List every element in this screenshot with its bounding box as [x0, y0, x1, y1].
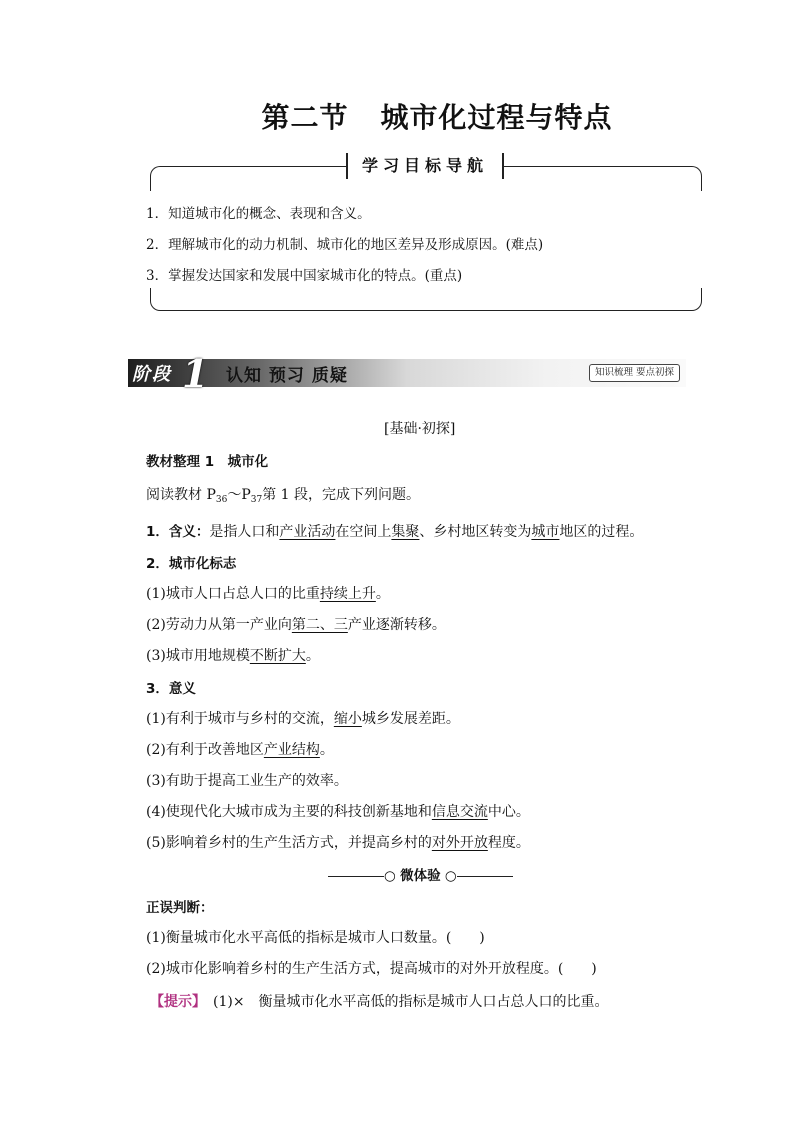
stage-banner: [128, 351, 686, 396]
section-number: 第二节: [261, 101, 349, 134]
objective-item: 2．理解城市化的动力机制、城市化的地区差异及形成原因。(难点): [146, 237, 544, 253]
significance-item: (2)有利于改善地区产业结构。: [146, 742, 334, 758]
definition-line: 1．含义：是指人口和产业活动在空间上集聚、乡村地区转变为城市地区的过程。: [146, 524, 644, 540]
significance-item: (4)使现代化大城市成为主要的科技创新基地和信息交流中心。: [146, 804, 530, 820]
section-title: 城市化过程与特点: [380, 101, 613, 134]
stage-number: 1: [182, 351, 209, 396]
reading-instruction: 阅读教材 $P_{36}\sim P_{37}$第 1 段，完成下列问题。: [146, 487, 421, 505]
stage-title: 认知 预习 质疑: [226, 366, 348, 386]
judge-question: (2)城市化影响着乡村的生产生活方式，提高城市的对外开放程度。( ): [146, 961, 597, 977]
significance-item: (3)有助于提高工业生产的效率。: [146, 773, 348, 789]
material-title: 教材整理 1 城市化: [146, 454, 269, 470]
sign-item: (1)城市人口占总人口的比重持续上升。: [146, 586, 390, 602]
signs-heading: 2．城市化标志: [146, 556, 237, 572]
hint-label: 【提示】: [150, 994, 199, 1010]
hint-line: 【提示】 (1)× 衡量城市化水平高低的指标是城市人口占总人口的比重。: [150, 994, 609, 1010]
significance-heading: 3．意义: [146, 681, 196, 697]
significance-item: (5)影响着乡村的生产生活方式，并提高乡村的对外开放程度。: [146, 835, 530, 851]
divider-rule-left: [328, 876, 384, 877]
stage-tag: 知识梳理 要点初探: [589, 364, 680, 382]
objectives-list: [146, 203, 706, 296]
objective-item: 3．掌握发达国家和发展中国家城市化的特点。(重点): [146, 268, 463, 284]
judge-heading: 正误判断：: [146, 900, 214, 916]
judge-question: (1)衡量城市化水平高低的指标是城市人口数量。( ): [146, 930, 485, 946]
divider-rule-right: [457, 876, 513, 877]
stage-label: 阶段: [132, 364, 172, 385]
sign-item: (3)城市用地规模不断扩大。: [146, 648, 320, 664]
objective-item: 1．知道城市化的概念、表现和含义。: [146, 206, 371, 222]
page-title: [0, 96, 794, 136]
section-tag: [基础·初探]: [384, 421, 456, 437]
sign-item: (2)劳动力从第一产业向第二、三产业逐渐转移。: [146, 617, 446, 633]
objectives-heading: 学习目标导航: [346, 153, 504, 179]
significance-item: (1)有利于城市与乡村的交流，缩小城乡发展差距。: [146, 711, 460, 727]
micro-divider: ○ 微体验 ○: [328, 864, 513, 884]
